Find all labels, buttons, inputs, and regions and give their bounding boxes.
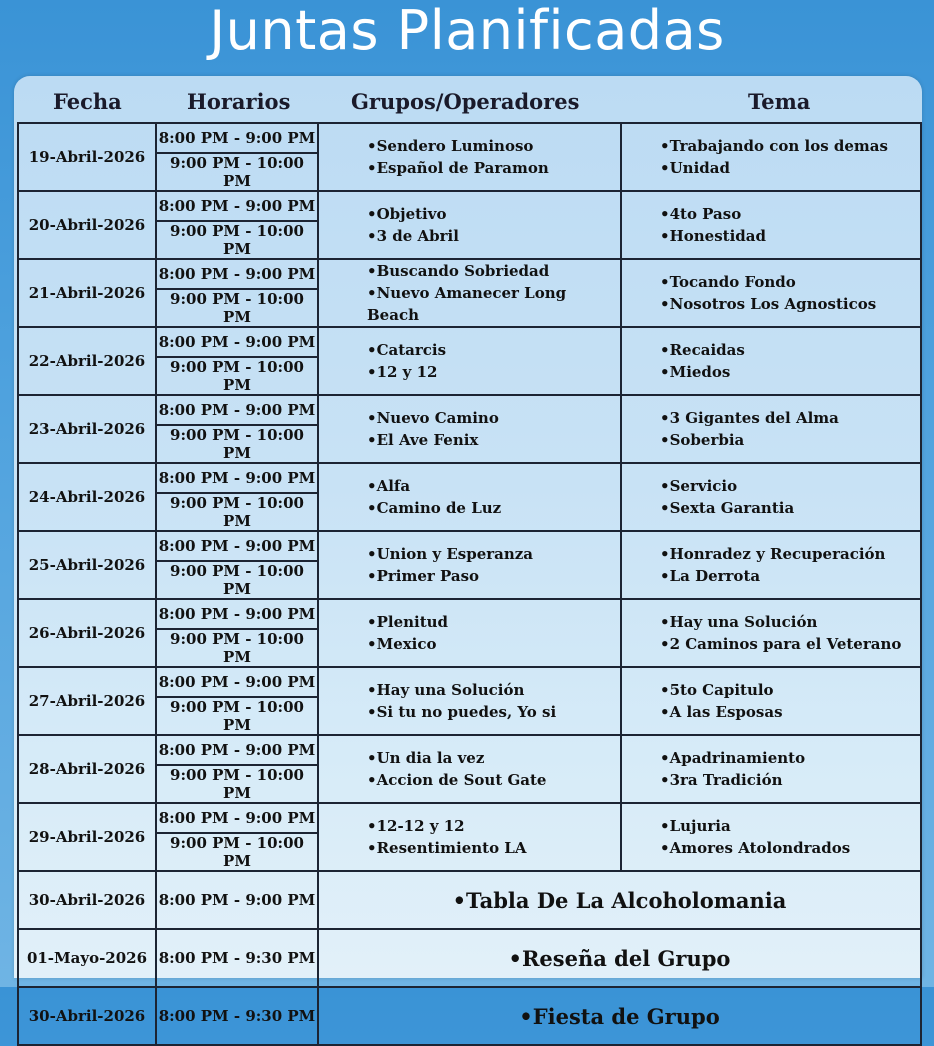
time-slot-1: 8:00 PM - 9:00 PM (156, 463, 318, 493)
time-slot-2: 9:00 PM - 10:00 PM (156, 153, 318, 191)
time-slot-1: 8:00 PM - 9:00 PM (156, 531, 318, 561)
group-item: •Accion de Sout Gate (367, 771, 547, 789)
time-slot-2: 9:00 PM - 10:00 PM (156, 629, 318, 667)
group-item: •Union y Esperanza (367, 545, 534, 563)
groups-cell (318, 531, 621, 599)
tema-item: •3ra Tradición (660, 771, 783, 789)
group-item: •El Ave Fenix (367, 431, 479, 449)
groups-cell (318, 327, 621, 395)
groups-cell (318, 735, 621, 803)
time-slot-2: 9:00 PM - 10:00 PM (156, 425, 318, 463)
group-item: •Nuevo Camino (367, 409, 499, 427)
group-item: •Hay una Solución (367, 681, 525, 699)
table-row (18, 803, 921, 833)
schedule-table (17, 122, 922, 1046)
table-row (18, 259, 921, 289)
tema-item: •5to Capitulo (660, 681, 774, 699)
event-time: 8:00 PM - 9:30 PM (156, 929, 318, 987)
tema-cell (621, 599, 921, 667)
group-item: •Mexico (367, 635, 437, 653)
tema-item: •3 Gigantes del Alma (660, 409, 839, 427)
group-item: •Español de Paramon (367, 159, 549, 177)
tema-cell (621, 531, 921, 599)
time-slot-1: 8:00 PM - 9:00 PM (156, 735, 318, 765)
header-grupos: Grupos/Operadores (351, 89, 580, 114)
group-item: •Catarcis (367, 341, 447, 359)
date-cell: 22-Abril-2026 (18, 327, 156, 395)
tema-cell (621, 259, 921, 327)
groups-cell (318, 803, 621, 871)
tema-item: •Tocando Fondo (660, 273, 796, 291)
date-cell: 23-Abril-2026 (18, 395, 156, 463)
group-item: •12-12 y 12 (367, 817, 465, 835)
table-row (18, 735, 921, 765)
time-slot-2: 9:00 PM - 10:00 PM (156, 765, 318, 803)
event-date: 30-Abril-2026 (18, 987, 156, 1045)
tema-item: •A las Esposas (660, 703, 783, 721)
event-label: •Fiesta de Grupo (318, 987, 921, 1045)
header-tema: Tema (748, 89, 811, 114)
time-slot-2: 9:00 PM - 10:00 PM (156, 561, 318, 599)
group-item: •Objetivo (367, 205, 447, 223)
time-slot-1: 8:00 PM - 9:00 PM (156, 259, 318, 289)
tema-cell (621, 667, 921, 735)
date-cell: 27-Abril-2026 (18, 667, 156, 735)
groups-cell (318, 463, 621, 531)
time-slot-1: 8:00 PM - 9:00 PM (156, 123, 318, 153)
tema-item: •Amores Atolondrados (660, 839, 851, 857)
groups-cell (318, 599, 621, 667)
group-item: •Resentimiento LA (367, 839, 527, 857)
time-slot-2: 9:00 PM - 10:00 PM (156, 289, 318, 327)
time-slot-2: 9:00 PM - 10:00 PM (156, 833, 318, 871)
group-item: •Buscando Sobriedad (367, 262, 550, 280)
groups-cell (318, 259, 621, 327)
event-date: 01-Mayo-2026 (18, 929, 156, 987)
tema-cell (621, 803, 921, 871)
tema-item: •Miedos (660, 363, 731, 381)
time-slot-2: 9:00 PM - 10:00 PM (156, 697, 318, 735)
event-time: 8:00 PM - 9:30 PM (156, 987, 318, 1045)
group-item: •Si tu no puedes, Yo si (367, 703, 557, 721)
time-slot-1: 8:00 PM - 9:00 PM (156, 667, 318, 697)
group-item: •Primer Paso (367, 567, 480, 585)
tema-item: •Soberbia (660, 431, 745, 449)
date-cell: 19-Abril-2026 (18, 123, 156, 191)
group-item: •Plenitud (367, 613, 449, 631)
table-row (18, 531, 921, 561)
groups-cell (318, 191, 621, 259)
table-row (18, 123, 921, 153)
tema-item: •Unidad (660, 159, 730, 177)
table-row (18, 667, 921, 697)
time-slot-2: 9:00 PM - 10:00 PM (156, 221, 318, 259)
date-cell: 21-Abril-2026 (18, 259, 156, 327)
tema-cell (621, 735, 921, 803)
time-slot-2: 9:00 PM - 10:00 PM (156, 357, 318, 395)
time-slot-1: 8:00 PM - 9:00 PM (156, 803, 318, 833)
date-cell: 20-Abril-2026 (18, 191, 156, 259)
tema-cell (621, 463, 921, 531)
tema-item: •Nosotros Los Agnosticos (660, 295, 877, 313)
table-row (18, 327, 921, 357)
table-row (18, 395, 921, 425)
tema-cell (621, 327, 921, 395)
date-cell: 26-Abril-2026 (18, 599, 156, 667)
time-slot-1: 8:00 PM - 9:00 PM (156, 191, 318, 221)
tema-item: •Sexta Garantia (660, 499, 795, 517)
event-label: •Reseña del Grupo (318, 929, 921, 987)
table-row (18, 599, 921, 629)
header-horarios: Horarios (187, 89, 291, 114)
date-cell: 29-Abril-2026 (18, 803, 156, 871)
groups-cell (318, 667, 621, 735)
event-row (18, 987, 921, 1045)
header-fecha: Fecha (53, 89, 122, 114)
tema-item: •Honradez y Recuperación (660, 545, 886, 563)
groups-cell (318, 123, 621, 191)
group-item: •3 de Abril (367, 227, 459, 245)
date-cell: 28-Abril-2026 (18, 735, 156, 803)
group-item: •Sendero Luminoso (367, 137, 534, 155)
date-cell: 25-Abril-2026 (18, 531, 156, 599)
event-row (18, 929, 921, 987)
group-item: •Alfa (367, 477, 411, 495)
tema-item: •La Derrota (660, 567, 761, 585)
event-time: 8:00 PM - 9:00 PM (156, 871, 318, 929)
event-label: •Tabla De La Alcoholomania (318, 871, 921, 929)
tema-item: •Lujuria (660, 817, 731, 835)
groups-cell (318, 395, 621, 463)
group-item: •Un dia la vez (367, 749, 485, 767)
table-row (18, 463, 921, 493)
tema-item: •4to Paso (660, 205, 742, 223)
group-item: •12 y 12 (367, 363, 438, 381)
page-title: Juntas Planificadas (209, 0, 725, 62)
time-slot-1: 8:00 PM - 9:00 PM (156, 327, 318, 357)
tema-item: •Servicio (660, 477, 738, 495)
tema-cell (621, 395, 921, 463)
tema-item: •2 Caminos para el Veterano (660, 635, 902, 653)
table-row (18, 191, 921, 221)
tema-item: •Recaidas (660, 341, 745, 359)
group-item: •Camino de Luz (367, 499, 502, 517)
tema-item: •Apadrinamiento (660, 749, 806, 767)
tema-cell (621, 123, 921, 191)
tema-cell (621, 191, 921, 259)
tema-item: •Trabajando con los demas (660, 137, 888, 155)
group-item: •Nuevo Amanecer Long Beach (367, 284, 567, 324)
time-slot-1: 8:00 PM - 9:00 PM (156, 395, 318, 425)
date-cell: 24-Abril-2026 (18, 463, 156, 531)
time-slot-2: 9:00 PM - 10:00 PM (156, 493, 318, 531)
event-date: 30-Abril-2026 (18, 871, 156, 929)
event-row (18, 871, 921, 929)
tema-item: •Honestidad (660, 227, 766, 245)
tema-item: •Hay una Solución (660, 613, 818, 631)
time-slot-1: 8:00 PM - 9:00 PM (156, 599, 318, 629)
